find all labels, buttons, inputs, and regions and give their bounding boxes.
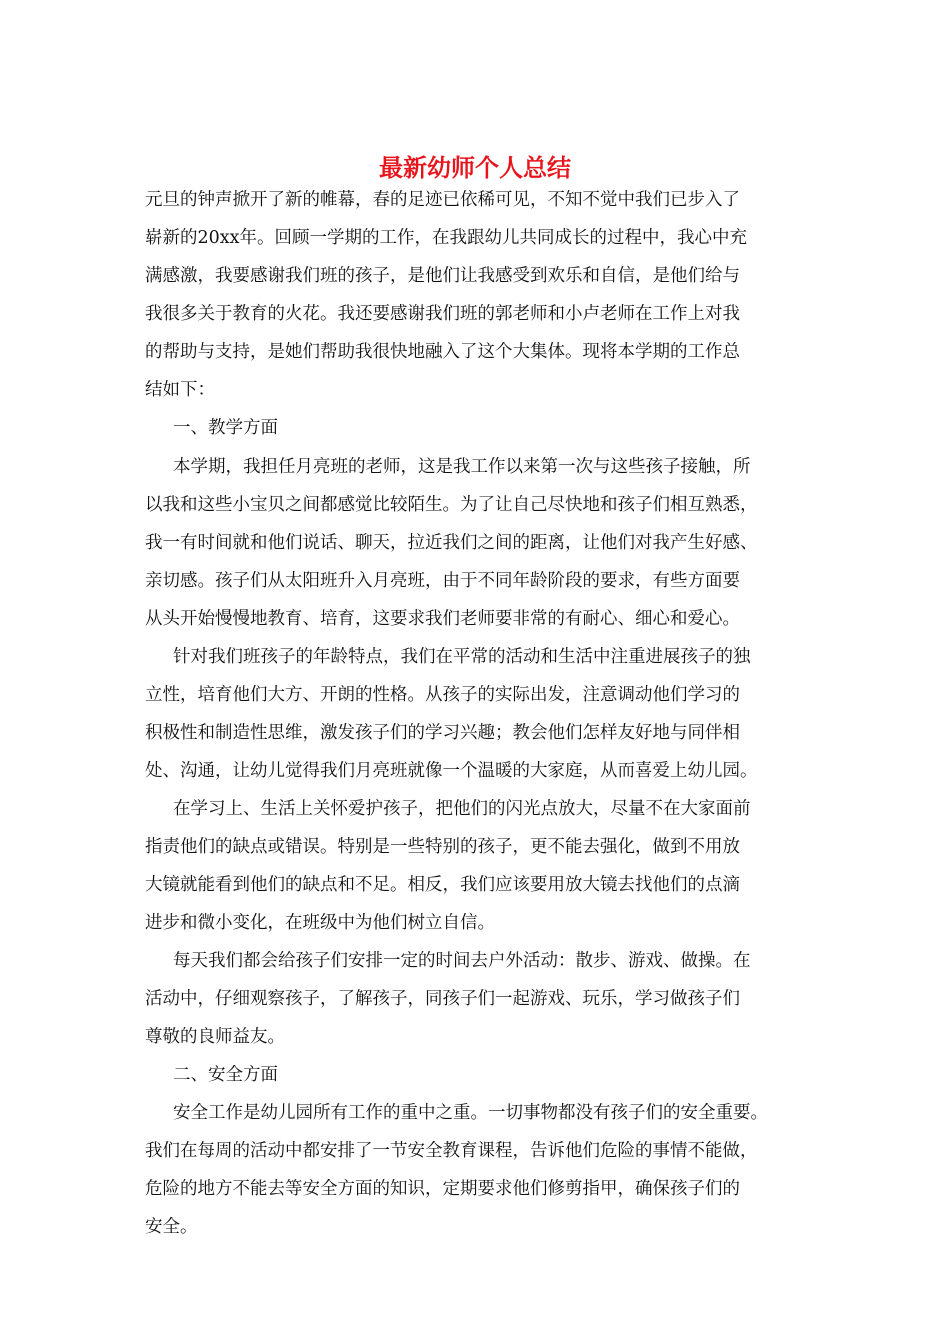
text-line: 从头开始慢慢地教育、培育，这要求我们老师要非常的有耐心、细心和爱心。 <box>145 609 740 629</box>
text-line: 立性，培育他们大方、开朗的性格。从孩子的实际出发，注意调动他们学习的 <box>145 685 740 705</box>
text-line: 元旦的钟声掀开了新的帷幕，春的足迹已依稀可见，不知不觉中我们已步入了 <box>145 190 740 210</box>
text-line: 我一有时间就和他们说话、聊天，拉近我们之间的距离，让他们对我产生好感、 <box>145 533 758 553</box>
section-heading: 二、安全方面 <box>173 1065 278 1085</box>
text-line: 处、沟通，让幼儿觉得我们月亮班就像一个温暖的大家庭，从而喜爱上幼儿园。 <box>145 761 758 781</box>
text-line: 崭新的20xx年。回顾一学期的工作，在我跟幼儿共同成长的过程中，我心中充 <box>145 228 748 248</box>
text-line: 活动中，仔细观察孩子，了解孩子，同孩子们一起游戏、玩乐，学习做孩子们 <box>145 989 740 1009</box>
text-line: 结如下： <box>145 380 215 400</box>
text-line: 尊敬的良师益友。 <box>145 1027 285 1047</box>
text-line: 亲切感。孩子们从太阳班升入月亮班，由于不同年龄阶段的要求，有些方面要 <box>145 571 740 591</box>
text-line: 满感激，我要感谢我们班的孩子，是他们让我感受到欢乐和自信，是他们给与 <box>145 266 740 286</box>
text-line: 进步和微小变化，在班级中为他们树立自信。 <box>145 913 495 933</box>
text-line: 每天我们都会给孩子们安排一定的时间去户外活动：散步、游戏、做操。在 <box>173 951 751 971</box>
text-line: 安全工作是幼儿园所有工作的重中之重。一切事物都没有孩子们的安全重要。 <box>173 1103 768 1123</box>
text-line: 在学习上、生活上关怀爱护孩子，把他们的闪光点放大，尽量不在大家面前 <box>173 799 751 819</box>
document-title: 最新幼师个人总结 <box>379 153 571 182</box>
text-line: 我们在每周的活动中都安排了一节安全教育课程，告诉他们危险的事情不能做， <box>145 1141 758 1161</box>
section-heading: 一、教学方面 <box>173 418 278 438</box>
text-line: 指责他们的缺点或错误。特别是一些特别的孩子，更不能去强化，做到不用放 <box>145 837 740 857</box>
text-line: 积极性和制造性思维，激发孩子们的学习兴趣；教会他们怎样友好地与同伴相 <box>145 723 740 743</box>
text-line: 以我和这些小宝贝之间都感觉比较陌生。为了让自己尽快地和孩子们相互熟悉， <box>145 495 758 515</box>
text-line: 的帮助与支持，是她们帮助我很快地融入了这个大集体。现将本学期的工作总 <box>145 342 740 362</box>
text-line: 我很多关于教育的火花。我还要感谢我们班的郭老师和小卢老师在工作上对我 <box>145 304 740 324</box>
text-line: 危险的地方不能去等安全方面的知识，定期要求他们修剪指甲，确保孩子们的 <box>145 1179 740 1199</box>
text-line: 针对我们班孩子的年龄特点，我们在平常的活动和生活中注重进展孩子的独 <box>173 647 751 667</box>
text-line: 安全。 <box>145 1217 198 1237</box>
text-line: 本学期，我担任月亮班的老师，这是我工作以来第一次与这些孩子接触，所 <box>173 457 751 477</box>
text-line: 大镜就能看到他们的缺点和不足。相反，我们应该要用放大镜去找他们的点滴 <box>145 875 740 895</box>
